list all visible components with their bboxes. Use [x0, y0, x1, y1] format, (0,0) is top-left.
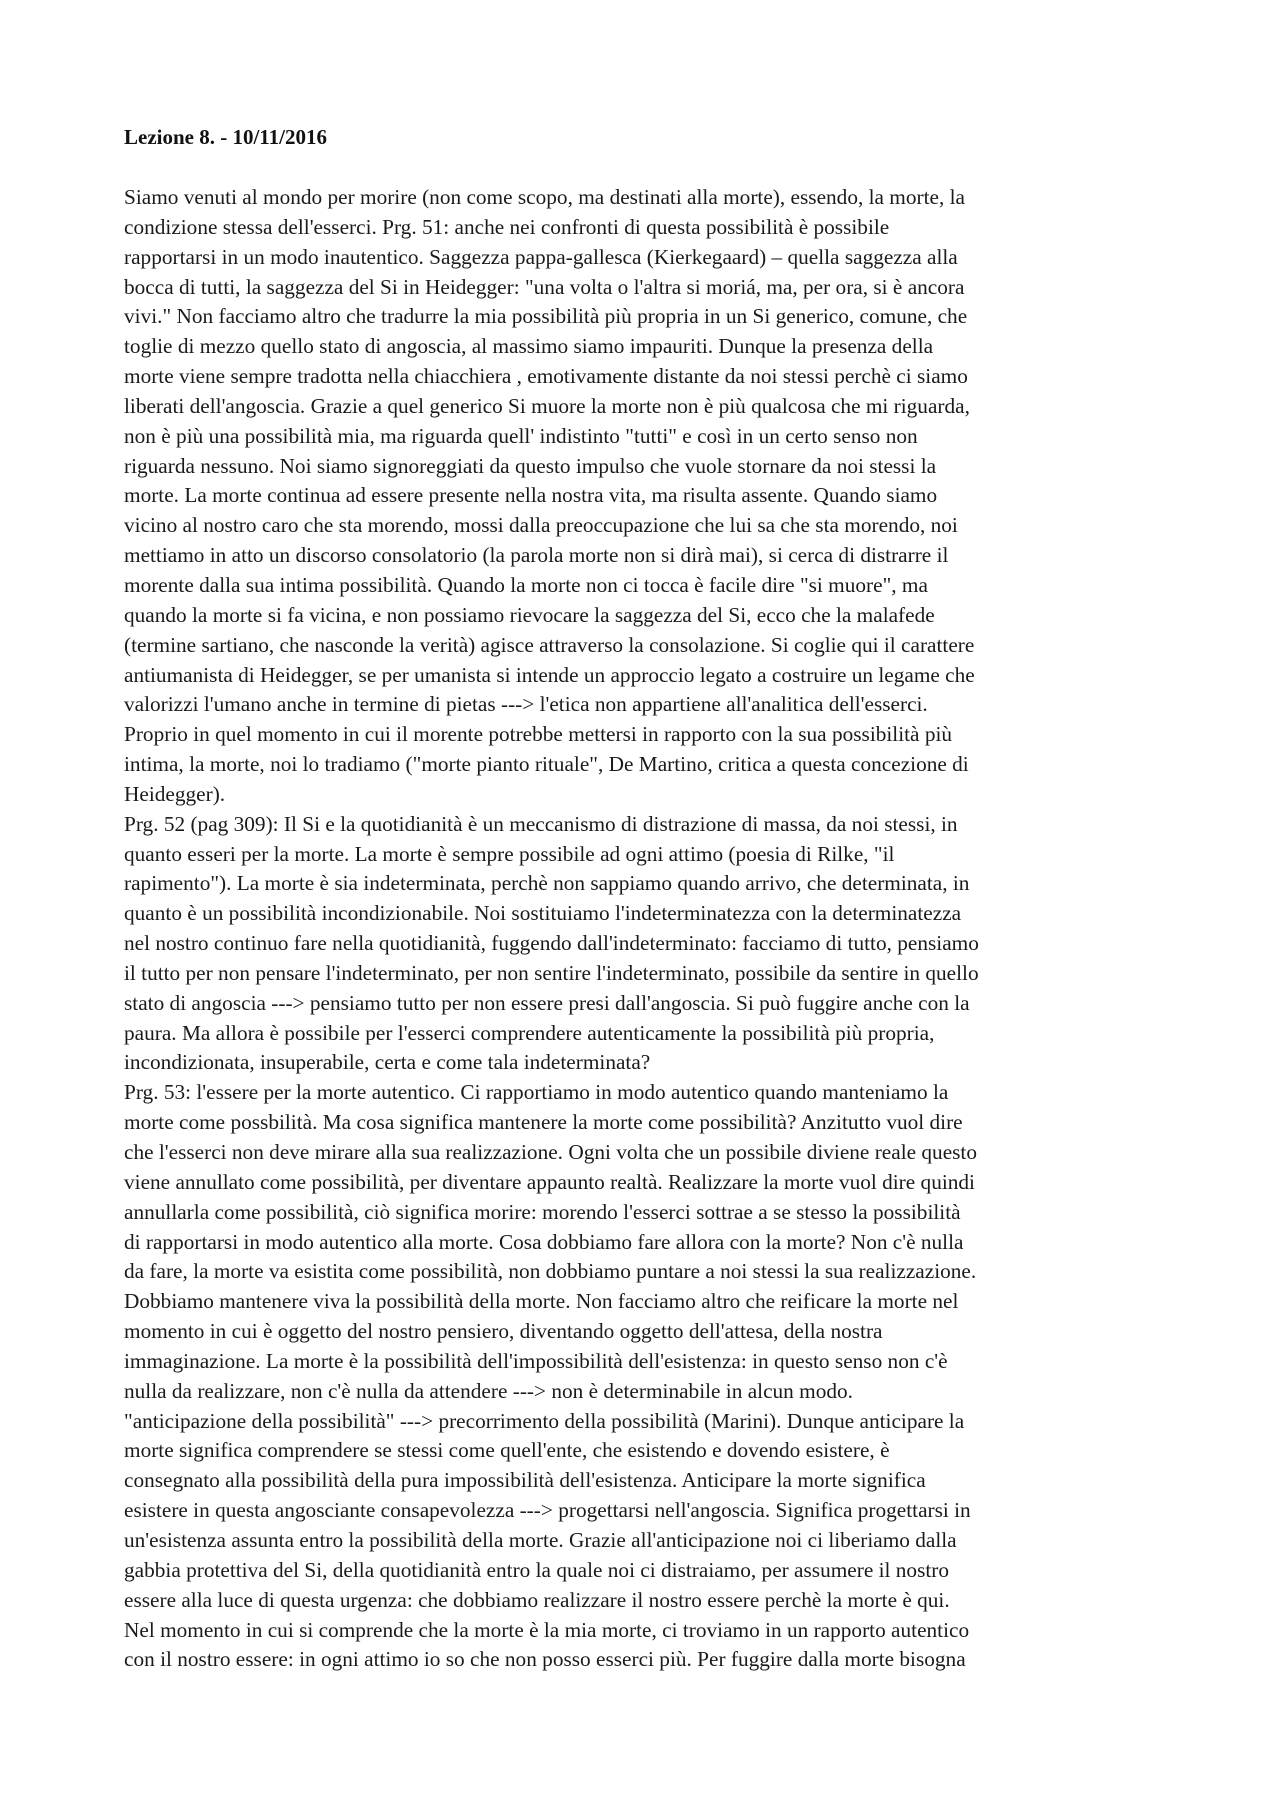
text-line: morte come possbilità. Ma cosa significa mantenere la morte come possibilità? Anzitutto vuol dire: [124, 1110, 963, 1135]
text-line: nel nostro continuo fare nella quotidianità, fuggendo dall'indeterminato: facciamo di tutto, pensiamo: [124, 931, 979, 956]
lesson-title: Lezione 8. - 10/11/2016: [124, 125, 327, 149]
text-line: gabbia protettiva del Si, della quotidianità entro la quale noi ci distraiamo, per assumere il nostro: [124, 1557, 950, 1582]
text-line: incondizionata, insuperabile, certa e come tala indeterminata?: [124, 1050, 651, 1075]
text-line: di rapportarsi in modo autentico alla morte. Cosa dobbiamo fare allora con la morte? Non c'è nulla: [124, 1229, 964, 1254]
text-line: morte. La morte continua ad essere presente nella nostra vita, ma risulta assente. Quando siamo: [124, 483, 938, 508]
text-line: "anticipazione della possibilità" ---> precorrimento della possibilità (Marini). Dunque anticipare la: [124, 1408, 965, 1433]
text-line: antiumanista di Heidegger, se per umanista si intende un approccio legato a costruire un legame che: [124, 662, 975, 687]
text-line: morte viene sempre tradotta nella chiacchiera , emotivamente distante da noi stessi perchè ci siamo: [124, 364, 968, 389]
text-line: quanto è un possibilità incondizionabile. Noi sostituiamo l'indeterminatezza con la determinatezza: [124, 901, 962, 926]
text-line: vicino al nostro caro che sta morendo, mossi dalla preoccupazione che lui sa che sta morendo, noi: [124, 513, 958, 538]
text-line: valorizzi l'umano anche in termine di pietas ---> l'etica non appartiene all'analitica dell'esserci.: [124, 692, 928, 717]
text-line: paura. Ma allora è possibile per l'esserci comprendere autenticamente la possibilità più propria,: [124, 1020, 935, 1045]
text-line: morente dalla sua intima possibilità. Quando la morte non ci tocca è facile dire "si muore", ma: [124, 572, 928, 597]
text-line: rapportarsi in un modo inautentico. Saggezza pappa-gallesca (Kierkegaard) – quella saggezza alla: [124, 244, 958, 269]
text-line: nulla da realizzare, non c'è nulla da attendere ---> non è determinabile in alcun modo.: [124, 1378, 853, 1403]
text-line: toglie di mezzo quello stato di angoscia, al massimo siamo impauriti. Dunque la presenza della: [124, 334, 934, 359]
lesson-body: [124, 183, 1174, 1675]
text-line: rapimento"). La morte è sia indeterminata, perchè non sappiamo quando arrivo, che determinata, in: [124, 871, 970, 896]
text-line: (termine sartiano, che nasconde la verità) agisce attraverso la consolazione. Si coglie qui il carattere: [124, 632, 975, 657]
text-line: immaginazione. La morte è la possibilità dell'impossibilità dell'esistenza: in questo senso non c'è: [124, 1348, 948, 1373]
text-line: con il nostro essere: in ogni attimo io so che non posso esserci più. Per fuggire dalla morte bisogna: [124, 1647, 966, 1672]
text-line: Prg. 53: l'essere per la morte autentico. Ci rapportiamo in modo autentico quando manteniamo la: [124, 1080, 949, 1105]
text-line: Prg. 52 (pag 309): Il Si e la quotidianità è un meccanismo di distrazione di massa, da noi stessi, in: [124, 811, 958, 836]
text-line: morte significa comprendere se stessi come quell'ente, che esistendo e dovendo esistere, è: [124, 1438, 890, 1463]
text-line: esistere in questa angosciante consapevolezza ---> progettarsi nell'angoscia. Significa progettarsi in: [124, 1498, 971, 1523]
text-line: Dobbiamo mantenere viva la possibilità della morte. Non facciamo altro che reificare la morte nel: [124, 1289, 959, 1314]
text-line: Heidegger).: [124, 781, 226, 806]
text-line: Siamo venuti al mondo per morire (non come scopo, ma destinati alla morte), essendo, la morte, la: [124, 185, 965, 209]
text-line: intima, la morte, noi lo tradiamo ("morte pianto rituale", De Martino, critica a questa concezione di: [124, 752, 969, 777]
text-line: essere alla luce di questa urgenza: che dobbiamo realizzare il nostro essere perchè la morte è qui.: [124, 1587, 950, 1612]
text-line: bocca di tutti, la saggezza del Si in Heidegger: "una volta o l'altra si moriá, ma, per ora, si è ancora: [124, 274, 965, 299]
text-line: che l'esserci non deve mirare alla sua realizzazione. Ogni volta che un possibile diviene reale questo: [124, 1140, 977, 1164]
text-line: stato di angoscia ---> pensiamo tutto per non essere presi dall'angoscia. Si può fuggire anche con la: [124, 990, 970, 1015]
text-line: liberati dell'angoscia. Grazie a quel generico Si muore la morte non è più qualcosa che mi riguarda,: [124, 393, 970, 418]
text-line: il tutto per non pensare l'indeterminato, per non sentire l'indeterminato, possibile da sentire in quello: [124, 960, 979, 985]
text-line: da fare, la morte va esistita come possibilità, non dobbiamo puntare a noi stessi la sua realizzazione.: [124, 1259, 977, 1284]
text-line: viene annullato come possibilità, per diventare appaunto realtà. Realizzare la morte vuol dire quindi: [124, 1169, 975, 1194]
text-line: annullarla come possibilità, ciò significa morire: morendo l'esserci sottrae a se stesso la possibilità: [124, 1199, 961, 1224]
text-line: quando la morte si fa vicina, e non possiamo rievocare la saggezza del Si, ecco che la malafede: [124, 602, 935, 627]
text-line: vivi." Non facciamo altro che tradurre la mia possibilità più propria in un Si generico, comune, che: [124, 304, 968, 329]
text-line: Nel momento in cui si comprende che la morte è la mia morte, ci troviamo in un rapporto autentico: [124, 1617, 970, 1642]
text-line: riguarda nessuno. Noi siamo signoreggiati da questo impulso che vuole stornare da noi stessi la: [124, 453, 937, 478]
text-line: consegnato alla possibilità della pura impossibilità dell'esistenza. Anticipare la morte significa: [124, 1468, 926, 1493]
text-line: Proprio in quel momento in cui il morente potrebbe mettersi in rapporto con la sua possibilità più: [124, 722, 953, 747]
text-line: non è più una possibilità mia, ma riguarda quell' indistinto "tutti" e così in un certo senso non: [124, 423, 918, 448]
text-line: mettiamo in atto un discorso consolatorio (la parola morte non si dirà mai), si cerca di distrarre il: [124, 543, 949, 568]
text-line: quanto esseri per la morte. La morte è sempre possibile ad ogni attimo (poesia di Rilke, "il: [124, 841, 895, 866]
text-line: condizione stessa dell'esserci. Prg. 51: anche nei confronti di questa possibilità è possibile: [124, 214, 890, 239]
text-line: momento in cui è oggetto del nostro pensiero, diventando oggetto dell'attesa, della nostra: [124, 1319, 883, 1344]
text-line: un'esistenza assunta entro la possibilità della morte. Grazie all'anticipazione noi ci liberiamo dalla: [124, 1527, 957, 1552]
